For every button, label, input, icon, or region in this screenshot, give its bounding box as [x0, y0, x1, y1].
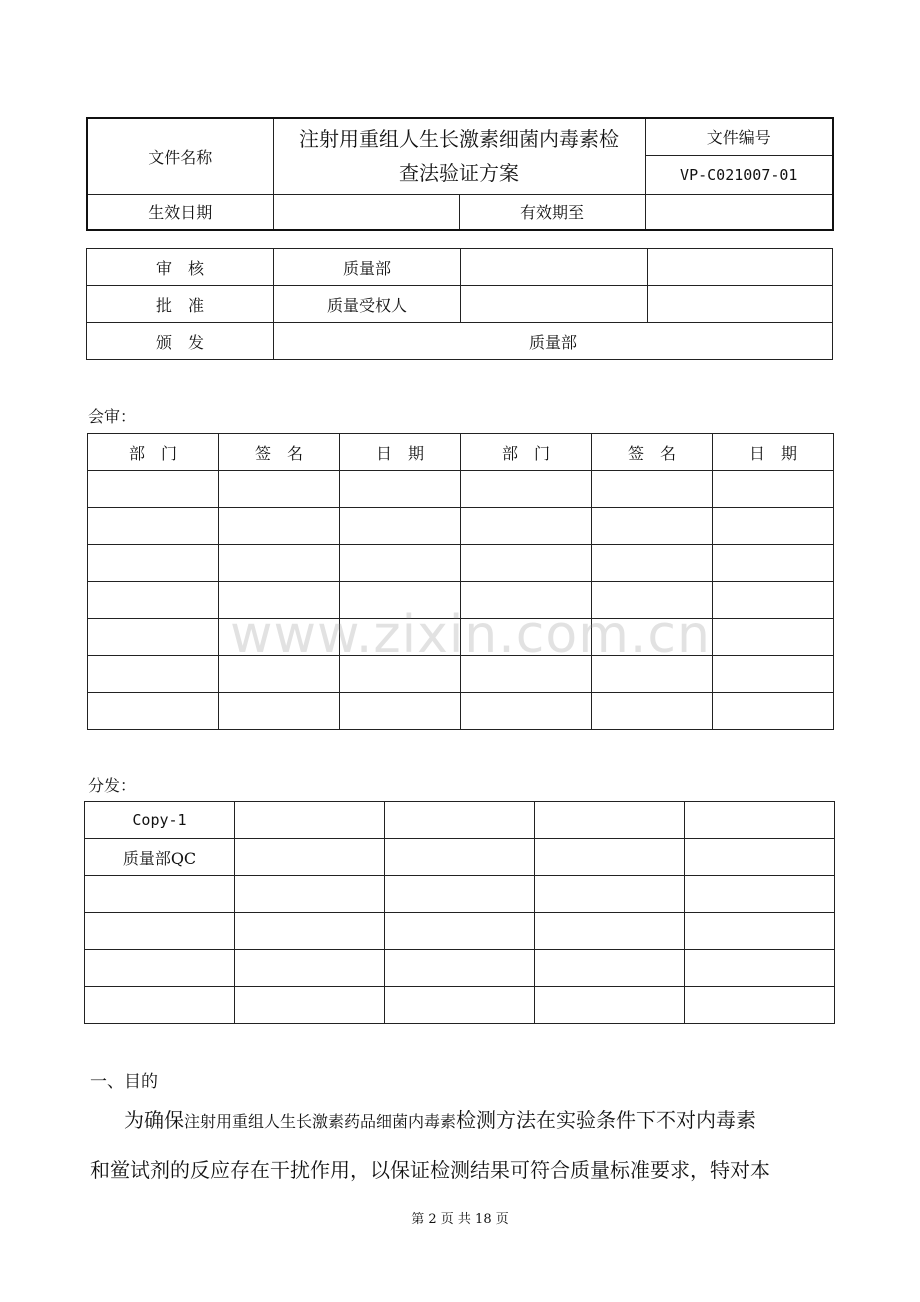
document-title-line1: 注射用重组人生长激素细菌内毒素检: [299, 127, 619, 152]
valid-until-label: 有效期至: [459, 194, 645, 230]
table-row: [85, 987, 835, 1024]
approval-cell: [648, 286, 833, 323]
table-row: [85, 876, 835, 913]
approval-cell: [648, 249, 833, 286]
approval-role-approve: 批 准: [87, 286, 274, 323]
review-label: 会审：: [88, 407, 137, 426]
paragraph-product-name: 注射用重组人生长激素药品细菌内毒素: [184, 1112, 457, 1131]
table-row: [85, 839, 835, 876]
table-row: [85, 913, 835, 950]
approval-role-review: 审 核: [87, 249, 274, 286]
distribution-copy-1: Copy-1: [85, 802, 235, 839]
approval-table: [86, 248, 833, 360]
table-row: [88, 471, 834, 508]
paragraph-rest: 检测方法在实验条件下不对内毒素: [456, 1108, 757, 1132]
review-header-dept: 部 门: [461, 434, 592, 471]
section-heading: 一、目的: [90, 1072, 158, 1092]
table-row: [88, 693, 834, 730]
table-row: [85, 802, 835, 839]
header-table: [86, 117, 834, 231]
page-footer: 第 2 页 共 18 页: [411, 1212, 509, 1227]
approval-cell: [461, 249, 648, 286]
watermark: www.zixin.com.cn: [230, 605, 711, 665]
review-table: [87, 433, 834, 730]
table-row: [85, 950, 835, 987]
effective-date-value: [273, 194, 459, 230]
section-paragraph-line2: 和鲎试剂的反应存在干扰作用，以保证检测结果可符合质量标准要求，特对本: [90, 1158, 770, 1182]
effective-date-label: 生效日期: [87, 194, 273, 230]
approval-dept-approve: 质量受权人: [274, 286, 461, 323]
distribution-label: 分发：: [88, 776, 137, 795]
approval-role-issue: 颁 发: [87, 323, 274, 360]
file-no-value: VP-C021007-01: [645, 155, 833, 194]
section-paragraph: [90, 1095, 832, 1147]
paragraph-lead: 为确保: [124, 1108, 184, 1132]
review-header-date: 日 期: [340, 434, 461, 471]
approval-cell: [461, 286, 648, 323]
distribution-qc: 质量部QC: [85, 839, 235, 876]
review-header-sign: 签 名: [219, 434, 340, 471]
file-no-label: 文件编号: [645, 118, 833, 155]
table-row: [88, 545, 834, 582]
review-header-sign: 签 名: [592, 434, 713, 471]
file-name-label: 文件名称: [87, 118, 273, 194]
review-header-date: 日 期: [713, 434, 834, 471]
valid-until-value: [645, 194, 833, 230]
approval-dept-issue: 质量部: [274, 323, 833, 360]
table-row: [88, 508, 834, 545]
document-title-line2: 查法验证方案: [399, 161, 519, 186]
approval-dept-review: 质量部: [274, 249, 461, 286]
review-header-dept: 部 门: [88, 434, 219, 471]
distribution-table: [84, 801, 835, 1024]
